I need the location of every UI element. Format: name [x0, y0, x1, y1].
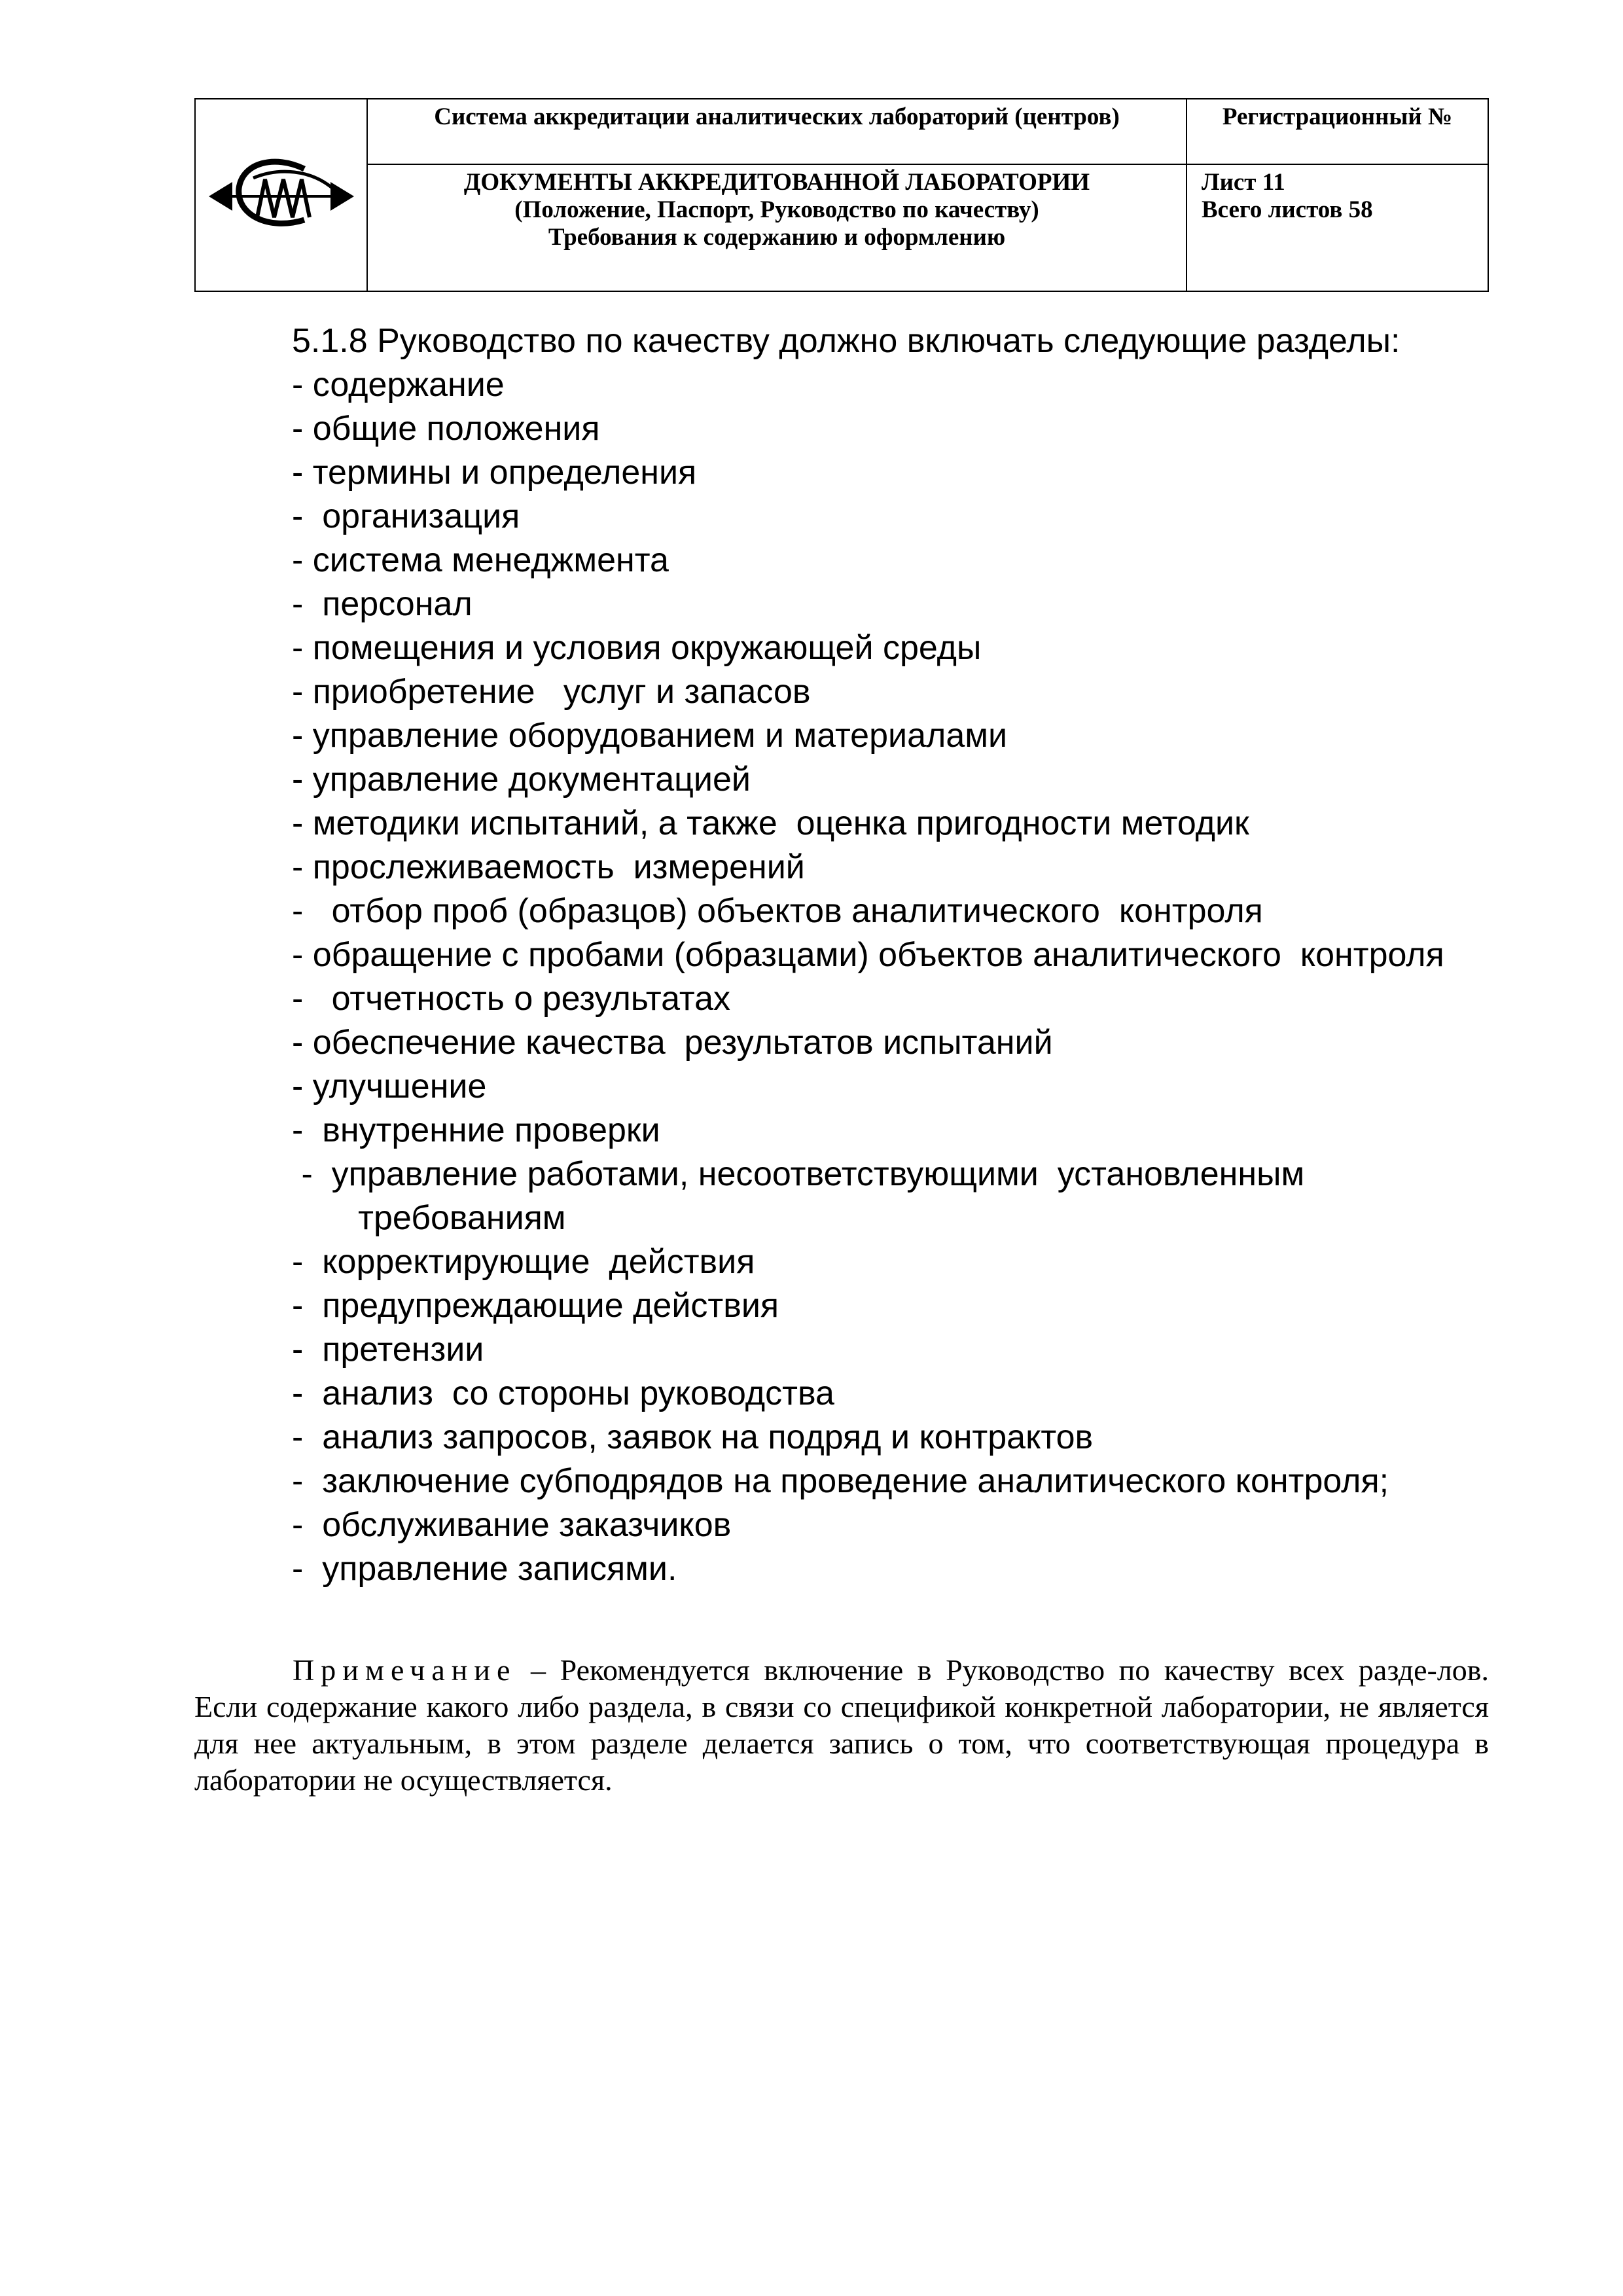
sheet-info-cell [1186, 164, 1488, 291]
list-item: - организация [292, 497, 520, 535]
list-item: - внутренние проверки [292, 1111, 660, 1149]
list-item: - прослеживаемость измерений [292, 848, 805, 886]
system-title: Система аккредитации аналитических лабораторий (центров) [434, 103, 1120, 130]
list-item: - обращение с пробами (образцами) объектов аналитического контроля [292, 936, 1444, 974]
registration-label: Регистрационный № [1222, 103, 1453, 130]
list-item: - отчетность о результатах [292, 980, 731, 1018]
list-item: - управление оборудованием и материалами [292, 717, 1008, 755]
list-item: - система менеджмента [292, 541, 669, 579]
section-list [292, 363, 1509, 1591]
section-content [292, 319, 1509, 1591]
logo-cell [195, 99, 367, 291]
list-item: - корректирующие действия [292, 1243, 755, 1281]
list-item: - обеспечение качества результатов испытаний [292, 1024, 1053, 1062]
system-title-cell [367, 99, 1186, 164]
list-item: - приобретение услуг и запасов [292, 673, 811, 711]
list-item: - анализ запросов, заявок на подряд и контрактов [292, 1418, 1094, 1456]
list-item: - отбор проб (образцов) объектов аналитического контроля [292, 892, 1263, 930]
note-label: Примечание [293, 1653, 517, 1687]
total-sheets: Всего листов 58 [1202, 196, 1373, 223]
document-title-cell [367, 164, 1186, 291]
list-item: - термины и определения [292, 454, 697, 492]
accreditation-logo-icon [206, 149, 357, 241]
list-item: - общие положения [292, 410, 600, 448]
document-subtitle: (Положение, Паспорт, Руководство по качеству) [514, 196, 1039, 223]
section-intro: 5.1.8 Руководство по качеству должно включать следующие разделы: [292, 322, 1400, 360]
list-item: - управление документацией [292, 761, 751, 798]
registration-cell [1186, 99, 1488, 164]
list-item: - персонал [292, 585, 473, 623]
list-item: - содержание [292, 366, 505, 404]
list-item: - анализ со стороны руководства [292, 1374, 834, 1412]
document-header [194, 98, 1489, 292]
list-item: - методики испытаний, а также оценка пригодности методик [292, 804, 1249, 842]
list-item: - предупреждающие действия [292, 1287, 779, 1325]
sheet-number: Лист 11 [1202, 169, 1285, 196]
list-item: - управление записями. [292, 1550, 677, 1588]
list-item: - помещения и условия окружающей среды [292, 629, 982, 667]
document-requirements: Требования к содержанию и оформлению [548, 224, 1006, 251]
note-text: – Рекомендуется включение в Руководство по качеству всех разде-лов. Если содержание какого либо раздела, в связи со спецификой конкретной лаборатории, не является для нее актуальным, в этом разделе делается запись о том, что соответствующая процедура в лаборатории не осуществляется. [194, 1653, 1489, 1797]
list-item: - обслуживание заказчиков [292, 1506, 732, 1544]
list-item: - претензии [292, 1331, 484, 1369]
list-item: требованиям [292, 1199, 566, 1237]
list-item: - заключение субподрядов на проведение аналитического контроля; [292, 1462, 1389, 1500]
document-title: ДОКУМЕНТЫ АККРЕДИТОВАННОЙ ЛАБОРАТОРИИ [463, 169, 1090, 196]
note-paragraph [194, 1652, 1489, 1799]
list-item: - улучшение [292, 1067, 487, 1105]
list-item: - управление работами, несоответствующими установленным [292, 1155, 1305, 1193]
